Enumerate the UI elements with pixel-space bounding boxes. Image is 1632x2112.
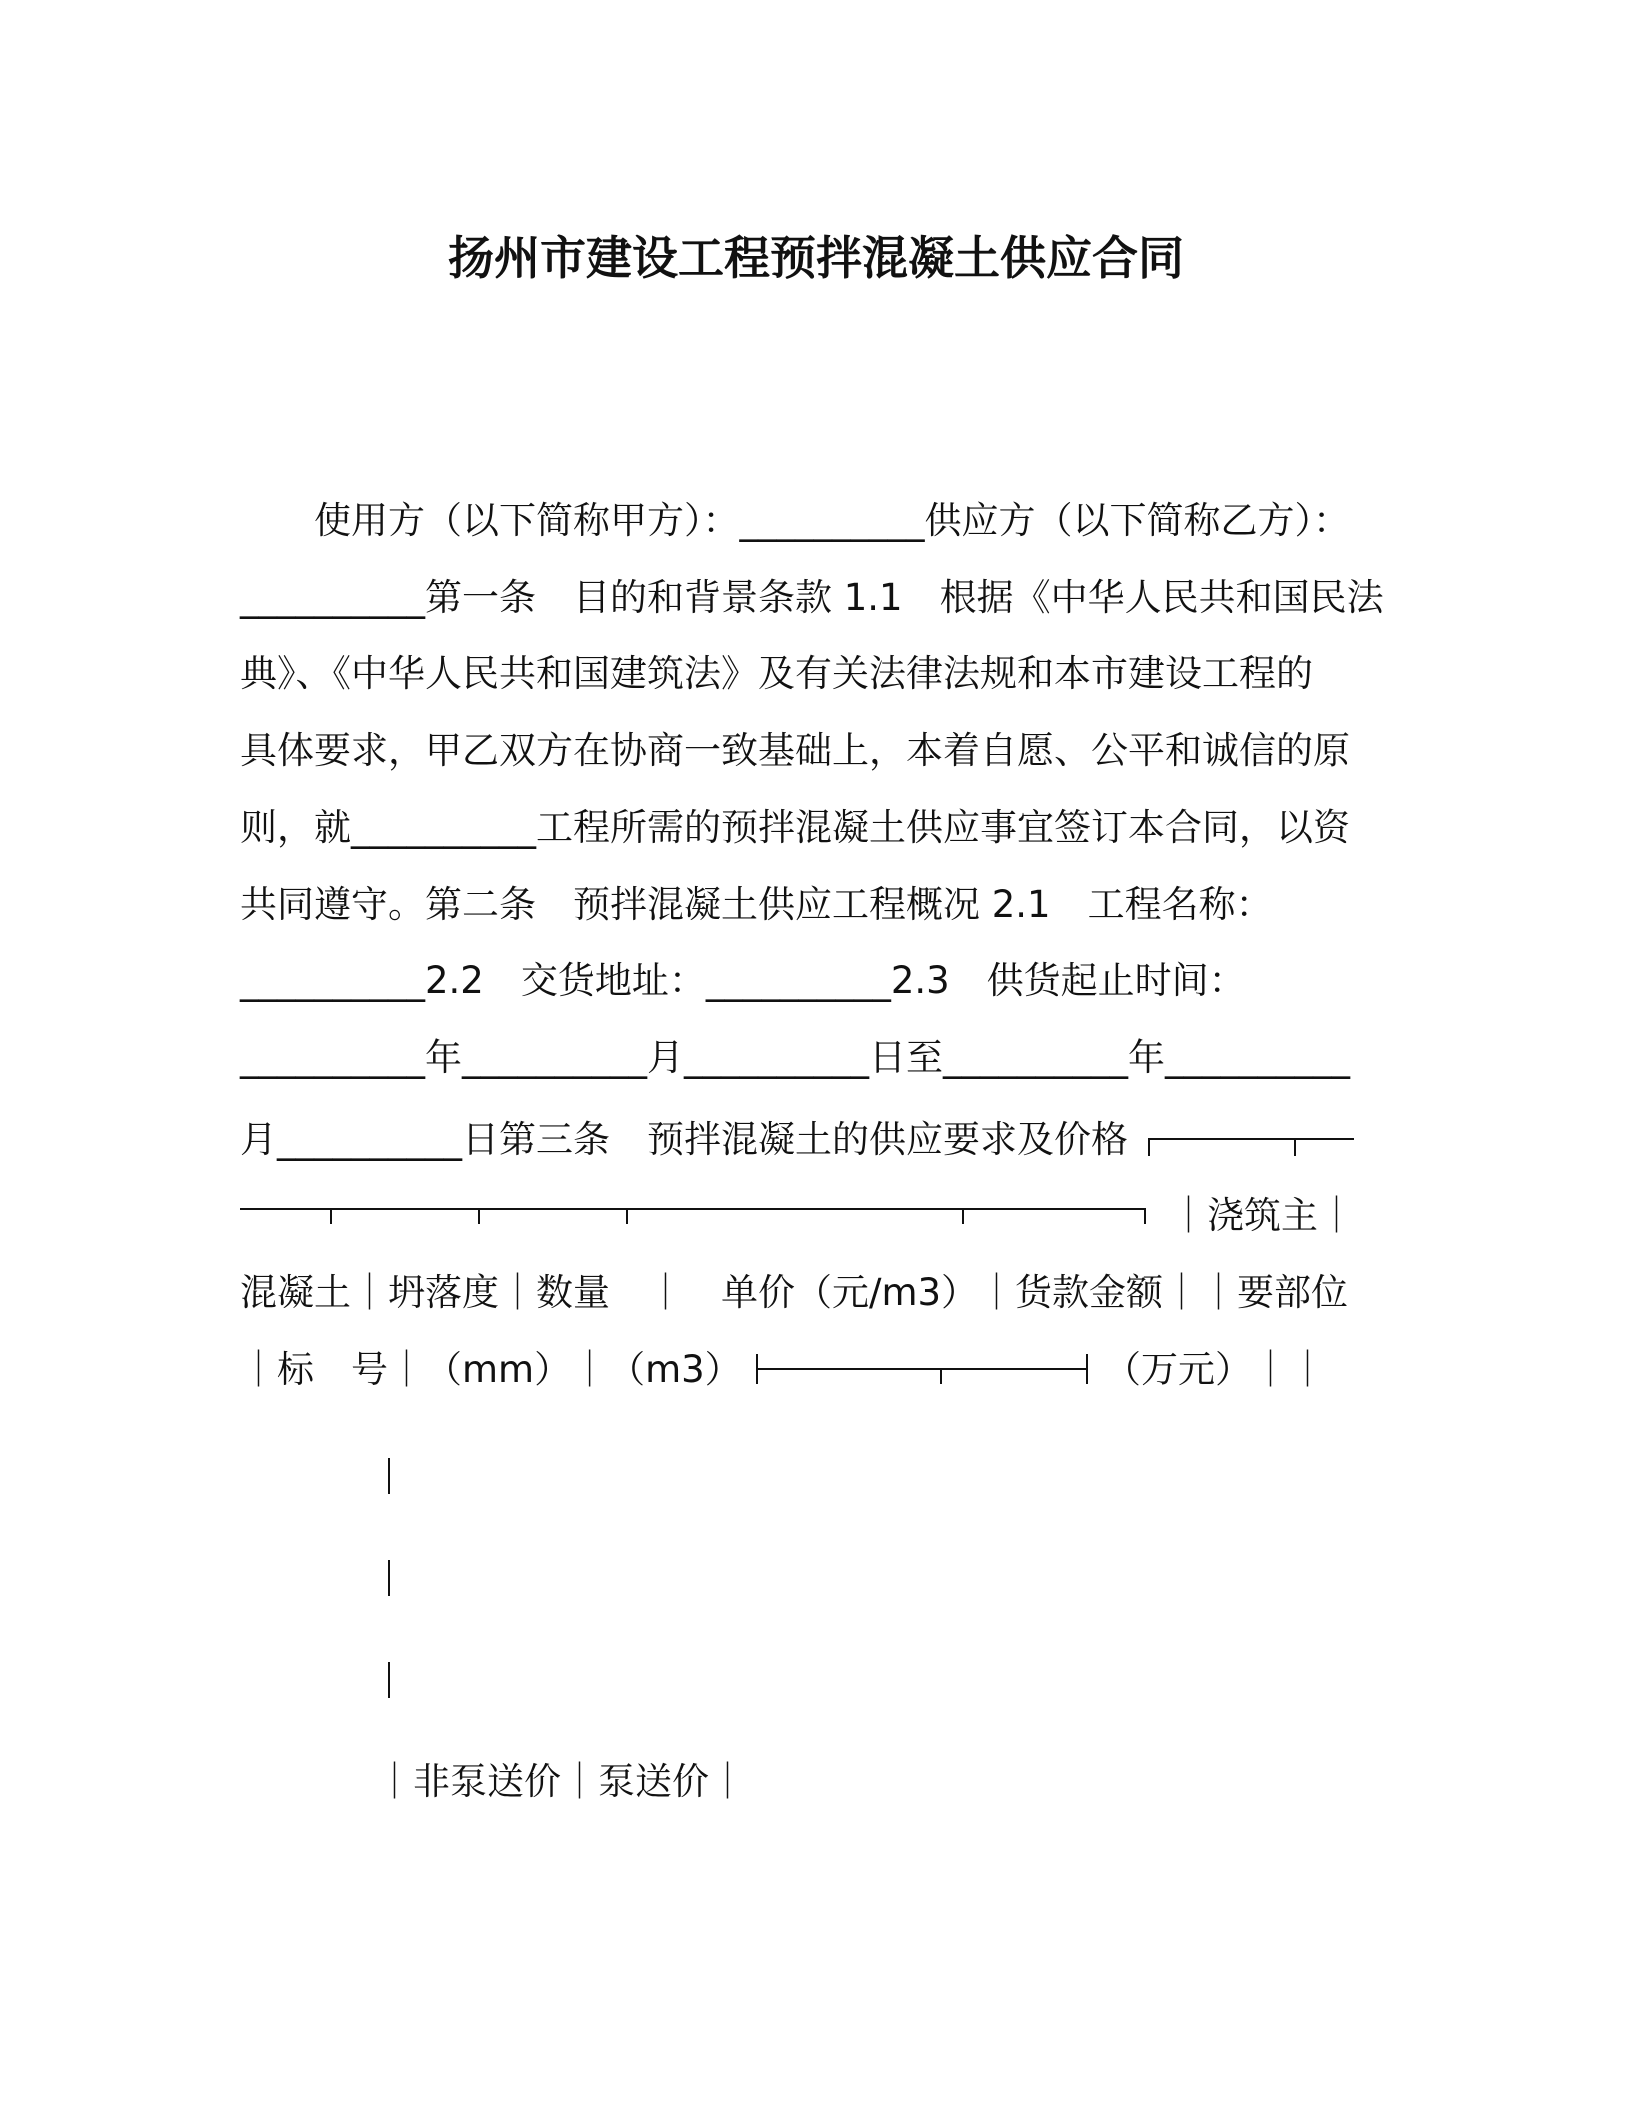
body-line-3: 典》、《中华人民共和国建筑法》及有关法律法规和本市建设工程的: [240, 652, 1313, 695]
table-header-row1: 混凝土｜坍落度｜数量 ｜ 单价（元/m3）｜货款金额｜｜要部位: [240, 1271, 1349, 1314]
table-bar-2: [388, 1560, 390, 1596]
table-price-right-bar: [1086, 1354, 1088, 1384]
table-price-subrule: [756, 1368, 1086, 1370]
body-line-7: __________2.2 交货地址：__________2.3 供货起止时间：: [240, 959, 1246, 1002]
table-rule-row2: [240, 1208, 1144, 1210]
body-line-1: 使用方（以下简称甲方）：__________供应方（以下简称乙方）：: [240, 499, 1350, 542]
table-corner-left: [1148, 1138, 1150, 1156]
document-title: 扬州市建设工程预拌混凝土供应合同: [448, 231, 1184, 285]
table-bar-1: [388, 1458, 390, 1494]
table-header-pour-main: ｜浇筑主｜: [1170, 1194, 1355, 1237]
body-line-4: 具体要求，甲乙双方在协商一致基础上，本着自愿、公平和诚信的原: [240, 729, 1350, 772]
table-tick-3: [626, 1208, 628, 1224]
table-price-mid-tick: [940, 1368, 942, 1384]
table-bar-3: [388, 1662, 390, 1698]
table-top-rule: [1148, 1138, 1354, 1140]
body-line-9: 月__________日第三条 预拌混凝土的供应要求及价格: [240, 1118, 1128, 1161]
body-line-5: 则，就__________工程所需的预拌混凝土供应事宜签订本合同，以资: [240, 806, 1350, 849]
table-tick-2: [478, 1208, 480, 1224]
table-header-row2-right: （万元）｜｜: [1104, 1348, 1326, 1391]
table-top-tick: [1294, 1138, 1296, 1156]
body-line-6: 共同遵守。第二条 预拌混凝土供应工程概况 2.1 工程名称：: [240, 883, 1273, 926]
table-tick-4: [962, 1208, 964, 1224]
body-line-8: __________年__________月__________日至__________年__________: [240, 1036, 1350, 1079]
table-tick-1: [330, 1208, 332, 1224]
table-tick-5: [1144, 1208, 1146, 1224]
table-sub-header: ｜非泵送价｜泵送价｜: [376, 1760, 746, 1803]
table-header-row2-left: ｜标 号｜（mm）｜（m3）: [240, 1348, 742, 1391]
body-line-2: __________第一条 目的和背景条款 1.1 根据《中华人民共和国民法: [240, 576, 1384, 619]
